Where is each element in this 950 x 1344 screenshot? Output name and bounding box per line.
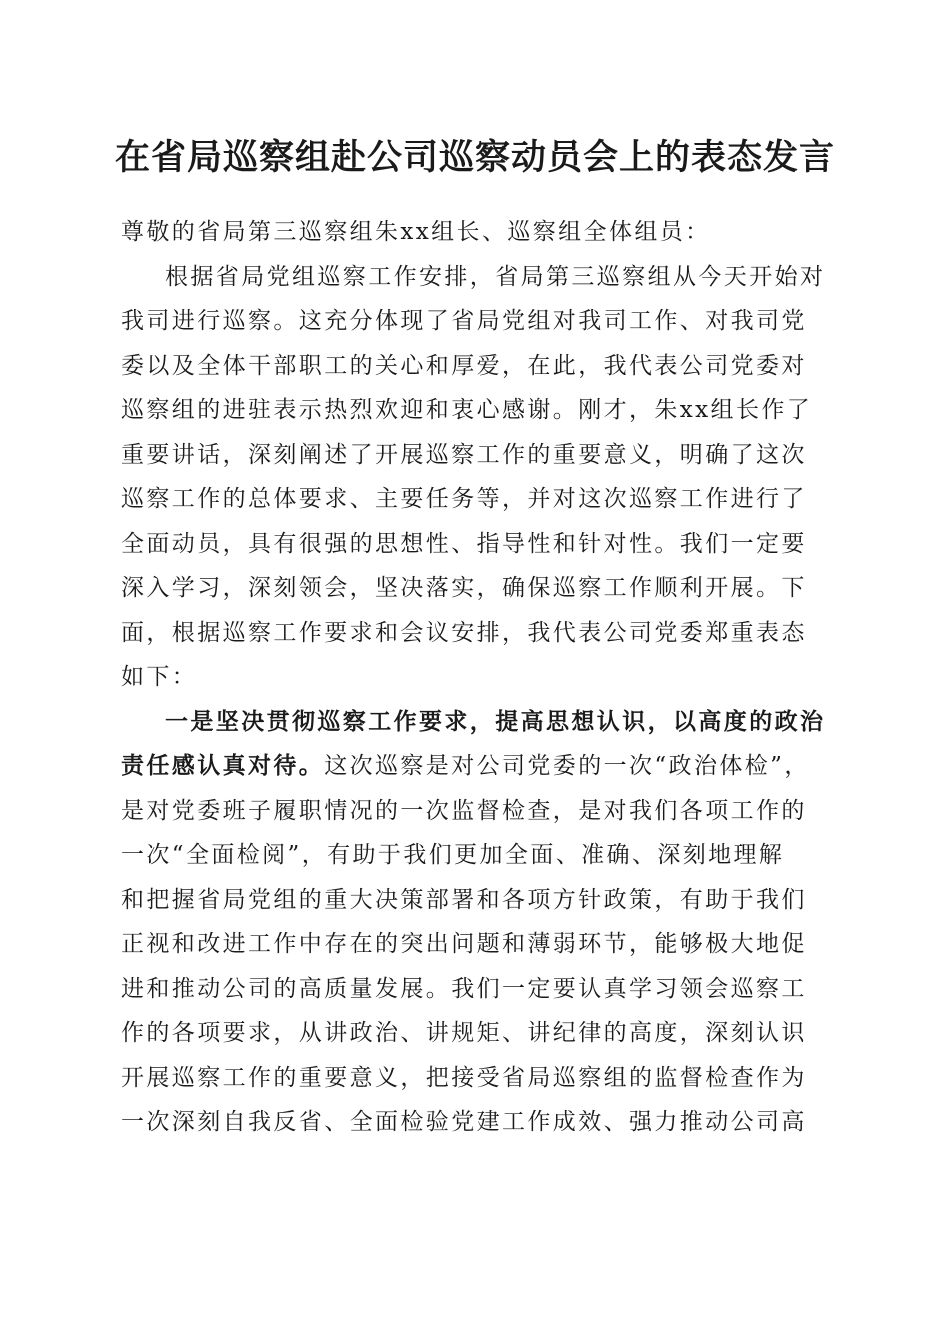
section-heading-tail: 责任感认真对待。 — [121, 752, 325, 779]
paragraph-line: 一次深刻自我反省、全面检验党建工作成效、强力推动公司高 — [121, 1109, 807, 1135]
paragraph-2 — [121, 700, 829, 1145]
paragraph-line: 作的各项要求，从讲政治、讲规矩、讲纪律的高度，深刻认识 — [121, 1020, 807, 1046]
paragraph-line: 进和推动公司的高质量发展。我们一定要认真学习领会巡察工 — [121, 975, 807, 1002]
paragraph-line: 一次“全面检阅”，有助于我们更加全面、准确、深刻地理解 — [121, 842, 785, 868]
document-body — [121, 210, 829, 1145]
paragraph-line: 面，根据巡察工作要求和会议安排，我代表公司党委郑重表态 — [121, 619, 807, 646]
paragraph-line: 正视和改进工作中存在的突出问题和薄弱环节，能够极大地促 — [121, 931, 807, 957]
paragraph-line: 深入学习，深刻领会，坚决落实，确保巡察工作顺利开展。下 — [121, 575, 807, 601]
section-heading-line: 一是坚决贯彻巡察工作要求，提高思想认识，以高度的政治 — [165, 707, 826, 735]
paragraph-line: 我司进行巡察。这充分体现了省局党组对我司工作、对我司党 — [121, 308, 807, 334]
paragraph-line: 巡察组的进驻表示热烈欢迎和衷心感谢。刚才，朱xx组长作了 — [121, 397, 813, 423]
paragraph-line: 巡察工作的总体要求、主要任务等，并对这次巡察工作进行了 — [121, 486, 807, 512]
paragraph-line: 如下： — [121, 664, 198, 690]
paragraph-line: 和把握省局党组的重大决策部署和各项方针政策，有助于我们 — [121, 886, 807, 913]
paragraph-line: 委以及全体干部职工的关心和厚爱，在此，我代表公司党委对 — [121, 352, 807, 379]
paragraph-text: 这次巡察是对公司党委的一次“政治体检”， — [324, 753, 810, 779]
document-title: 在省局巡察组赴公司巡察动员会上的表态发言 — [114, 137, 835, 178]
salutation: 尊敬的省局第三巡察组朱xx组长、巡察组全体组员： — [121, 219, 711, 245]
paragraph-1 — [121, 255, 829, 700]
paragraph-line: 重要讲话，深刻阐述了开展巡察工作的重要意义，明确了这次 — [121, 441, 807, 468]
paragraph-line — [121, 744, 829, 789]
paragraph-line: 全面动员，具有很强的思想性、指导性和针对性。我们一定要 — [121, 530, 807, 557]
paragraph-line: 开展巡察工作的重要意义，把接受省局巡察组的监督检查作为 — [121, 1064, 807, 1091]
paragraph-line: 根据省局党组巡察工作安排，省局第三巡察组从今天开始对 — [165, 263, 826, 290]
paragraph-line: 是对党委班子履职情况的一次监督检查，是对我们各项工作的 — [121, 797, 807, 824]
